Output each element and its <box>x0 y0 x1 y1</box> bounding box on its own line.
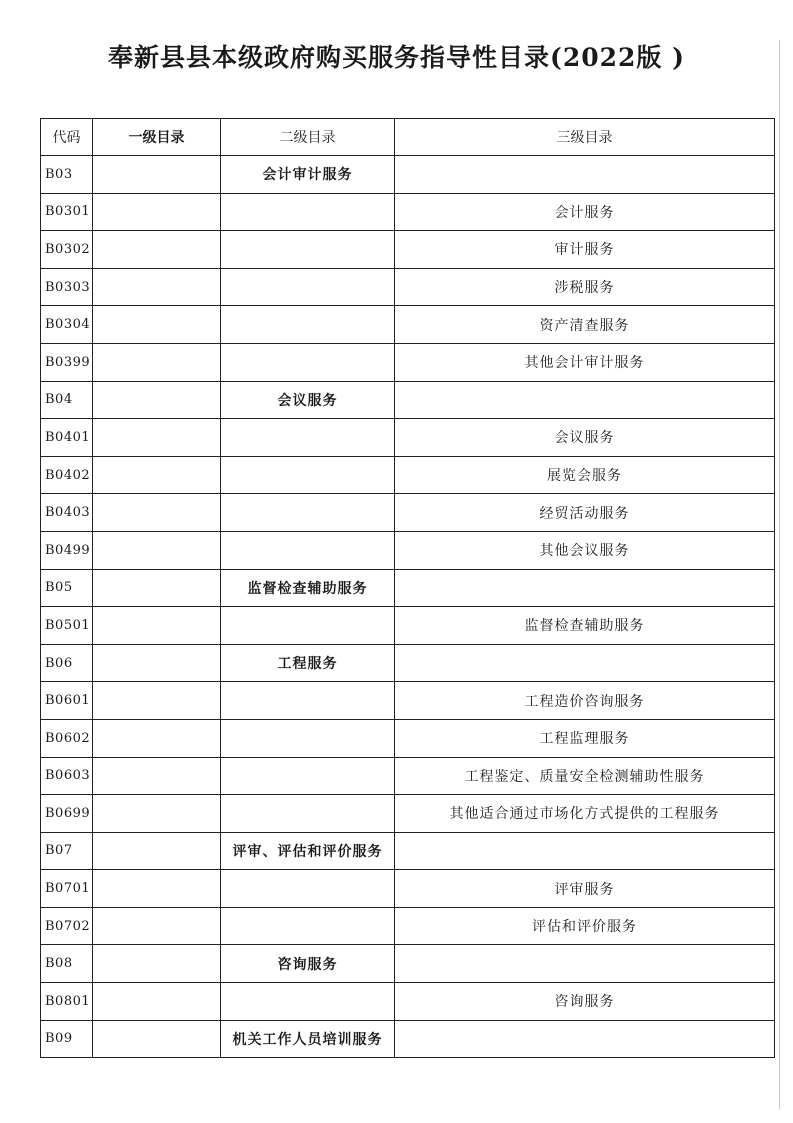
row-level3: 工程鉴定、质量安全检测辅助性服务 <box>395 757 775 795</box>
table-row <box>41 231 775 269</box>
row-level1 <box>93 193 221 231</box>
row-level3: 评估和评价服务 <box>395 907 775 945</box>
row-level1 <box>93 983 221 1021</box>
row-code: B07 <box>41 832 93 870</box>
row-code: B09 <box>41 1020 93 1058</box>
row-code: B0699 <box>41 795 93 833</box>
row-level3 <box>395 945 775 983</box>
table-row <box>41 419 775 457</box>
row-level1 <box>93 607 221 645</box>
row-level2 <box>221 268 395 306</box>
row-level1 <box>93 156 221 194</box>
table-row <box>41 795 775 833</box>
row-level1 <box>93 719 221 757</box>
row-level1 <box>93 682 221 720</box>
row-level2 <box>221 306 395 344</box>
row-level2 <box>221 531 395 569</box>
row-level3 <box>395 569 775 607</box>
page-title: 奉新县县本级政府购买服务指导性目录(2022版 ) <box>108 43 685 72</box>
row-level2 <box>221 757 395 795</box>
row-level3 <box>395 832 775 870</box>
row-level3: 涉税服务 <box>395 268 775 306</box>
row-level3: 咨询服务 <box>395 983 775 1021</box>
row-level1 <box>93 268 221 306</box>
header-code: 代码 <box>41 119 93 156</box>
row-level3: 经贸活动服务 <box>395 494 775 532</box>
table-row <box>41 757 775 795</box>
row-level1 <box>93 381 221 419</box>
row-level1 <box>93 907 221 945</box>
row-level1 <box>93 306 221 344</box>
row-level1 <box>93 343 221 381</box>
table-row <box>41 644 775 682</box>
row-level3 <box>395 156 775 194</box>
row-level3 <box>395 1020 775 1058</box>
row-code: B0399 <box>41 343 93 381</box>
row-code: B0801 <box>41 983 93 1021</box>
row-level2: 会议服务 <box>221 381 395 419</box>
row-level2 <box>221 870 395 908</box>
row-level3: 其他会议服务 <box>395 531 775 569</box>
row-level2 <box>221 983 395 1021</box>
row-level2: 机关工作人员培训服务 <box>221 1020 395 1058</box>
row-level2 <box>221 682 395 720</box>
row-level3: 资产清查服务 <box>395 306 775 344</box>
row-level1 <box>93 832 221 870</box>
row-level2: 监督检查辅助服务 <box>221 569 395 607</box>
row-code: B0403 <box>41 494 93 532</box>
row-level2 <box>221 419 395 457</box>
row-level1 <box>93 494 221 532</box>
row-level2 <box>221 494 395 532</box>
row-level1 <box>93 456 221 494</box>
row-level3: 会计服务 <box>395 193 775 231</box>
row-code: B0602 <box>41 719 93 757</box>
row-code: B0601 <box>41 682 93 720</box>
row-level3 <box>395 381 775 419</box>
row-level3: 评审服务 <box>395 870 775 908</box>
row-level2 <box>221 907 395 945</box>
row-level2 <box>221 343 395 381</box>
row-code: B04 <box>41 381 93 419</box>
table-row <box>41 381 775 419</box>
catalog-table <box>40 118 775 1058</box>
row-code: B0402 <box>41 456 93 494</box>
row-level2 <box>221 719 395 757</box>
table-row <box>41 494 775 532</box>
table-row <box>41 907 775 945</box>
table-header-row <box>41 119 775 156</box>
table-row <box>41 456 775 494</box>
row-code: B0603 <box>41 757 93 795</box>
row-level1 <box>93 757 221 795</box>
header-level3: 三级目录 <box>395 119 775 156</box>
row-level2 <box>221 607 395 645</box>
row-level3: 其他会计审计服务 <box>395 343 775 381</box>
table-row <box>41 983 775 1021</box>
row-code: B0702 <box>41 907 93 945</box>
row-level2 <box>221 795 395 833</box>
row-level2 <box>221 456 395 494</box>
row-code: B0401 <box>41 419 93 457</box>
row-level1 <box>93 569 221 607</box>
row-code: B08 <box>41 945 93 983</box>
table-row <box>41 156 775 194</box>
row-code: B0701 <box>41 870 93 908</box>
row-level3: 监督检查辅助服务 <box>395 607 775 645</box>
table-row <box>41 945 775 983</box>
table-row <box>41 343 775 381</box>
row-level3 <box>395 644 775 682</box>
table-row <box>41 870 775 908</box>
table-row <box>41 719 775 757</box>
table-row <box>41 682 775 720</box>
row-level3: 审计服务 <box>395 231 775 269</box>
row-level1 <box>93 531 221 569</box>
table-row <box>41 531 775 569</box>
table-row <box>41 569 775 607</box>
table-body <box>41 156 775 1058</box>
row-level2 <box>221 231 395 269</box>
row-level1 <box>93 945 221 983</box>
row-level1 <box>93 231 221 269</box>
row-code: B05 <box>41 569 93 607</box>
row-level1 <box>93 419 221 457</box>
row-code: B0303 <box>41 268 93 306</box>
row-level1 <box>93 1020 221 1058</box>
row-level1 <box>93 795 221 833</box>
table-row <box>41 1020 775 1058</box>
table-row <box>41 193 775 231</box>
row-code: B0304 <box>41 306 93 344</box>
header-level1: 一级目录 <box>93 119 221 156</box>
row-level3: 工程造价咨询服务 <box>395 682 775 720</box>
row-level3: 会议服务 <box>395 419 775 457</box>
row-code: B0301 <box>41 193 93 231</box>
scan-edge-line <box>779 40 780 1110</box>
row-code: B0501 <box>41 607 93 645</box>
row-level2: 咨询服务 <box>221 945 395 983</box>
header-level2: 二级目录 <box>221 119 395 156</box>
table-row <box>41 832 775 870</box>
row-level1 <box>93 644 221 682</box>
row-level1 <box>93 870 221 908</box>
row-level2: 会计审计服务 <box>221 156 395 194</box>
row-code: B06 <box>41 644 93 682</box>
row-code: B0499 <box>41 531 93 569</box>
table-row <box>41 268 775 306</box>
row-code: B0302 <box>41 231 93 269</box>
table-row <box>41 607 775 645</box>
table-row <box>41 306 775 344</box>
row-level3: 展览会服务 <box>395 456 775 494</box>
row-level2 <box>221 193 395 231</box>
row-level3: 其他适合通过市场化方式提供的工程服务 <box>395 795 775 833</box>
row-level2: 评审、评估和评价服务 <box>221 832 395 870</box>
row-level2: 工程服务 <box>221 644 395 682</box>
row-code: B03 <box>41 156 93 194</box>
row-level3: 工程监理服务 <box>395 719 775 757</box>
